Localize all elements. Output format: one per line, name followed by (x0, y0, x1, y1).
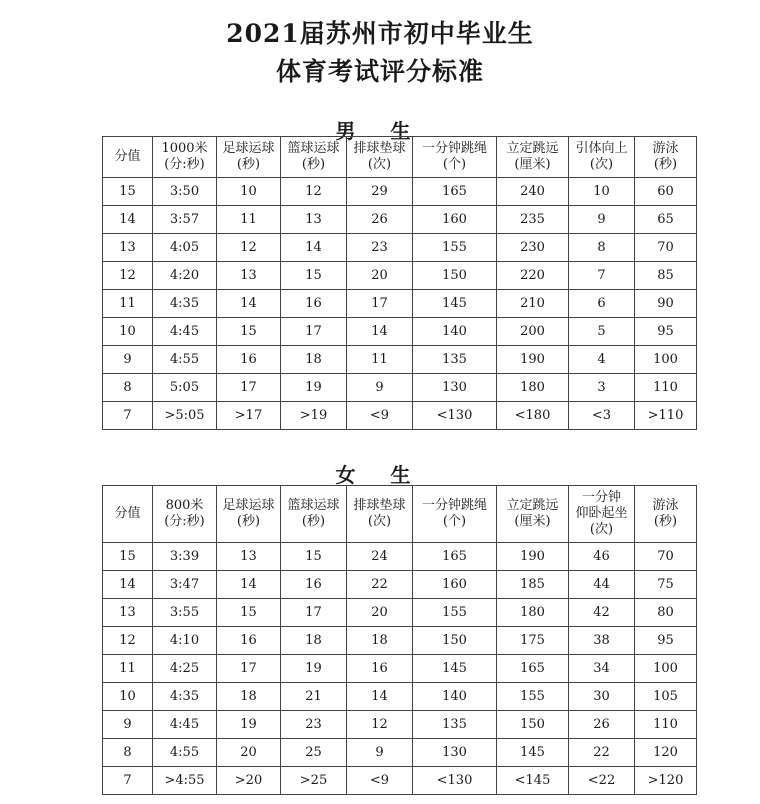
table-cell: 18 (217, 683, 281, 711)
table-cell: 165 (413, 178, 497, 206)
table-cell: >20 (217, 767, 281, 795)
table-cell: 180 (497, 374, 569, 402)
table-cell: 19 (217, 711, 281, 739)
table-cell: 65 (635, 206, 697, 234)
table-cell: <130 (413, 767, 497, 795)
table-cell: 95 (635, 318, 697, 346)
column-header-line: (次) (589, 522, 614, 537)
column-header-line: 分值 (114, 149, 141, 164)
table-row (103, 290, 697, 318)
table-cell: 13 (281, 206, 347, 234)
column-header-line: 足球运球 (222, 498, 275, 513)
table-cell: 34 (569, 655, 635, 683)
table-row (103, 374, 697, 402)
table-cell: 5 (569, 318, 635, 346)
column-header-line: (分:秒) (164, 157, 205, 172)
table-cell: 9 (569, 206, 635, 234)
score-cell: 7 (103, 767, 153, 795)
table-cell: 15 (217, 599, 281, 627)
table-cell: 23 (281, 711, 347, 739)
table-cell: 4 (569, 346, 635, 374)
table-cell: 85 (635, 262, 697, 290)
score-cell: 10 (103, 683, 153, 711)
column-header-line: 游泳 (652, 141, 679, 156)
column-header-line: 排球垫球 (353, 141, 406, 156)
table-cell: 200 (497, 318, 569, 346)
table-cell: 4:45 (153, 711, 217, 739)
table-cell: <180 (497, 402, 569, 430)
column-header-line: (秒) (236, 157, 261, 172)
table-cell: 17 (281, 318, 347, 346)
table-row (103, 711, 697, 739)
table-cell: 17 (217, 374, 281, 402)
column-header-line: 篮球运球 (287, 498, 340, 513)
table-cell: 75 (635, 571, 697, 599)
table-cell: 80 (635, 599, 697, 627)
table-cell: 190 (497, 543, 569, 571)
table-header-row (103, 486, 697, 543)
column-header-line: (次) (367, 514, 392, 529)
table-row (103, 655, 697, 683)
table-cell: 4:45 (153, 318, 217, 346)
column-header-line: 足球运球 (222, 141, 275, 156)
table-cell: 14 (347, 683, 413, 711)
table-cell: <3 (569, 402, 635, 430)
table-cell: 30 (569, 683, 635, 711)
table-cell: 90 (635, 290, 697, 318)
score-cell: 8 (103, 374, 153, 402)
column-header-line: 排球垫球 (353, 498, 406, 513)
score-cell: 9 (103, 711, 153, 739)
table-cell: 6 (569, 290, 635, 318)
table-cell: 4:20 (153, 262, 217, 290)
score-cell: 9 (103, 346, 153, 374)
score-cell: 7 (103, 402, 153, 430)
table-cell: 13 (217, 262, 281, 290)
column-header (281, 486, 347, 543)
column-header-line: (厘米) (514, 157, 551, 172)
column-header (347, 137, 413, 178)
table-row (103, 767, 697, 795)
table-cell: 25 (281, 739, 347, 767)
table-cell: 16 (217, 627, 281, 655)
column-header-line: 篮球运球 (287, 141, 340, 156)
column-header-line: 1000米 (161, 141, 208, 156)
table-cell: 16 (347, 655, 413, 683)
table-cell: 4:05 (153, 234, 217, 262)
column-header-line: 引体向上 (575, 141, 628, 156)
table-cell: 110 (635, 711, 697, 739)
table-cell: 22 (569, 739, 635, 767)
table-cell: 18 (281, 627, 347, 655)
table-row (103, 739, 697, 767)
document-subtitle: 体育考试评分标准 (275, 57, 484, 86)
table-cell: 120 (635, 739, 697, 767)
table-cell: 29 (347, 178, 413, 206)
column-header (569, 137, 635, 178)
table-cell: 14 (217, 290, 281, 318)
table-cell: 14 (281, 234, 347, 262)
column-header-line: (秒) (653, 157, 678, 172)
table-cell: 105 (635, 683, 697, 711)
table-cell: 135 (413, 346, 497, 374)
column-header (217, 137, 281, 178)
column-header (281, 137, 347, 178)
column-header-line: 一分钟跳绳 (421, 498, 487, 513)
table-header-row (103, 137, 697, 178)
table-cell: 190 (497, 346, 569, 374)
table-cell: 22 (347, 571, 413, 599)
column-header-line: (个) (442, 157, 467, 172)
table-cell: 12 (281, 178, 347, 206)
column-header-line: (秒) (236, 514, 261, 529)
table-cell: 3:57 (153, 206, 217, 234)
column-header (103, 486, 153, 543)
column-header-line: (秒) (301, 514, 326, 529)
table-cell: 4:55 (153, 739, 217, 767)
table-cell: 42 (569, 599, 635, 627)
table-row (103, 262, 697, 290)
table-cell: 20 (217, 739, 281, 767)
column-header-line: 仰卧起坐 (575, 506, 628, 521)
table-cell: 130 (413, 739, 497, 767)
table-cell: <9 (347, 767, 413, 795)
table-cell: 175 (497, 627, 569, 655)
table-cell: 235 (497, 206, 569, 234)
column-header (103, 137, 153, 178)
table-cell: 44 (569, 571, 635, 599)
table-cell: 135 (413, 711, 497, 739)
table-cell: 160 (413, 571, 497, 599)
table-row (103, 402, 697, 430)
table-cell: 15 (217, 318, 281, 346)
table-row (103, 683, 697, 711)
table-cell: 130 (413, 374, 497, 402)
score-cell: 15 (103, 543, 153, 571)
table-cell: 140 (413, 318, 497, 346)
table-row (103, 234, 697, 262)
boys-score-table (102, 136, 697, 430)
table-cell: >120 (635, 767, 697, 795)
column-header (635, 137, 697, 178)
table-row (103, 543, 697, 571)
column-header (497, 137, 569, 178)
table-cell: 16 (281, 290, 347, 318)
column-header-line: 800米 (165, 498, 204, 513)
table-cell: 150 (413, 262, 497, 290)
table-cell: 150 (497, 711, 569, 739)
score-cell: 11 (103, 655, 153, 683)
column-header-line: (次) (589, 157, 614, 172)
column-header-line: 立定跳远 (506, 498, 559, 513)
table-cell: 100 (635, 346, 697, 374)
table-cell: 11 (217, 206, 281, 234)
table-cell: 3:50 (153, 178, 217, 206)
column-header-line: 立定跳远 (506, 141, 559, 156)
table-cell: 60 (635, 178, 697, 206)
table-cell: 10 (569, 178, 635, 206)
table-cell: 110 (635, 374, 697, 402)
table-cell: >5:05 (153, 402, 217, 430)
document-title: 2021届苏州市初中毕业生 (226, 19, 534, 48)
table-row (103, 571, 697, 599)
table-cell: 140 (413, 683, 497, 711)
table-cell: 21 (281, 683, 347, 711)
table-cell: 3:39 (153, 543, 217, 571)
column-header-line: 一分钟跳绳 (421, 141, 487, 156)
column-header (217, 486, 281, 543)
column-header (497, 486, 569, 543)
table-cell: 70 (635, 234, 697, 262)
girls-section-label: 女 生 (335, 463, 425, 487)
table-cell: 26 (569, 711, 635, 739)
score-cell: 10 (103, 318, 153, 346)
table-cell: 26 (347, 206, 413, 234)
table-cell: 70 (635, 543, 697, 571)
table-row (103, 206, 697, 234)
table-cell: 19 (281, 655, 347, 683)
table-cell: 95 (635, 627, 697, 655)
column-header (413, 486, 497, 543)
table-cell: 150 (413, 627, 497, 655)
column-header (347, 486, 413, 543)
table-cell: 11 (347, 346, 413, 374)
table-cell: 165 (413, 543, 497, 571)
table-cell: 38 (569, 627, 635, 655)
score-cell: 12 (103, 262, 153, 290)
score-cell: 11 (103, 290, 153, 318)
table-cell: 4:35 (153, 683, 217, 711)
table-cell: 15 (281, 543, 347, 571)
table-cell: 230 (497, 234, 569, 262)
table-cell: 24 (347, 543, 413, 571)
table-cell: 4:35 (153, 290, 217, 318)
table-cell: 185 (497, 571, 569, 599)
score-cell: 13 (103, 599, 153, 627)
score-cell: 14 (103, 571, 153, 599)
table-row (103, 627, 697, 655)
table-cell: 180 (497, 599, 569, 627)
boys-section-label: 男 生 (335, 119, 425, 143)
table-cell: 46 (569, 543, 635, 571)
table-cell: 12 (347, 711, 413, 739)
table-cell: >25 (281, 767, 347, 795)
table-cell: 20 (347, 599, 413, 627)
table-cell: 15 (281, 262, 347, 290)
column-header-line: 分值 (114, 506, 141, 521)
table-cell: 23 (347, 234, 413, 262)
table-cell: >17 (217, 402, 281, 430)
table-row (103, 599, 697, 627)
table-cell: 145 (497, 739, 569, 767)
table-cell: 17 (281, 599, 347, 627)
column-header (413, 137, 497, 178)
table-cell: 16 (281, 571, 347, 599)
table-cell: 16 (217, 346, 281, 374)
table-cell: 14 (347, 318, 413, 346)
table-cell: 155 (497, 683, 569, 711)
table-cell: 19 (281, 374, 347, 402)
table-cell: 220 (497, 262, 569, 290)
column-header (569, 486, 635, 543)
column-header-line: (分:秒) (164, 514, 205, 529)
table-cell: 7 (569, 262, 635, 290)
table-cell: 4:25 (153, 655, 217, 683)
table-cell: 18 (347, 627, 413, 655)
table-cell: 10 (217, 178, 281, 206)
table-cell: 9 (347, 739, 413, 767)
table-cell: 145 (413, 290, 497, 318)
table-cell: 100 (635, 655, 697, 683)
table-cell: >4:55 (153, 767, 217, 795)
table-cell: <145 (497, 767, 569, 795)
table-cell: <22 (569, 767, 635, 795)
table-cell: 18 (281, 346, 347, 374)
table-cell: 17 (217, 655, 281, 683)
girls-score-table (102, 485, 697, 795)
table-cell: 155 (413, 599, 497, 627)
table-cell: 240 (497, 178, 569, 206)
table-cell: 17 (347, 290, 413, 318)
column-header-line: (个) (442, 514, 467, 529)
column-header (153, 486, 217, 543)
score-cell: 12 (103, 627, 153, 655)
table-row (103, 318, 697, 346)
table-cell: 3:55 (153, 599, 217, 627)
score-cell: 14 (103, 206, 153, 234)
table-cell: 12 (217, 234, 281, 262)
table-cell: 20 (347, 262, 413, 290)
column-header-line: (秒) (653, 514, 678, 529)
column-header-line: (次) (367, 157, 392, 172)
table-cell: <130 (413, 402, 497, 430)
table-cell: 160 (413, 206, 497, 234)
column-header (635, 486, 697, 543)
column-header (153, 137, 217, 178)
table-cell: 4:55 (153, 346, 217, 374)
table-cell: 13 (217, 543, 281, 571)
table-row (103, 178, 697, 206)
column-header-line: 游泳 (652, 498, 679, 513)
column-header-line: (秒) (301, 157, 326, 172)
score-cell: 13 (103, 234, 153, 262)
table-cell: 210 (497, 290, 569, 318)
table-cell: 155 (413, 234, 497, 262)
table-cell: 14 (217, 571, 281, 599)
table-cell: 4:10 (153, 627, 217, 655)
table-cell: 3:47 (153, 571, 217, 599)
table-cell: <9 (347, 402, 413, 430)
table-cell: 5:05 (153, 374, 217, 402)
table-cell: 145 (413, 655, 497, 683)
column-header-line: 一分钟 (581, 490, 621, 505)
score-cell: 15 (103, 178, 153, 206)
table-cell: 3 (569, 374, 635, 402)
column-header-line: (厘米) (514, 514, 551, 529)
score-cell: 8 (103, 739, 153, 767)
table-cell: 8 (569, 234, 635, 262)
table-cell: 9 (347, 374, 413, 402)
table-cell: 165 (497, 655, 569, 683)
table-cell: >110 (635, 402, 697, 430)
table-cell: >19 (281, 402, 347, 430)
table-row (103, 346, 697, 374)
